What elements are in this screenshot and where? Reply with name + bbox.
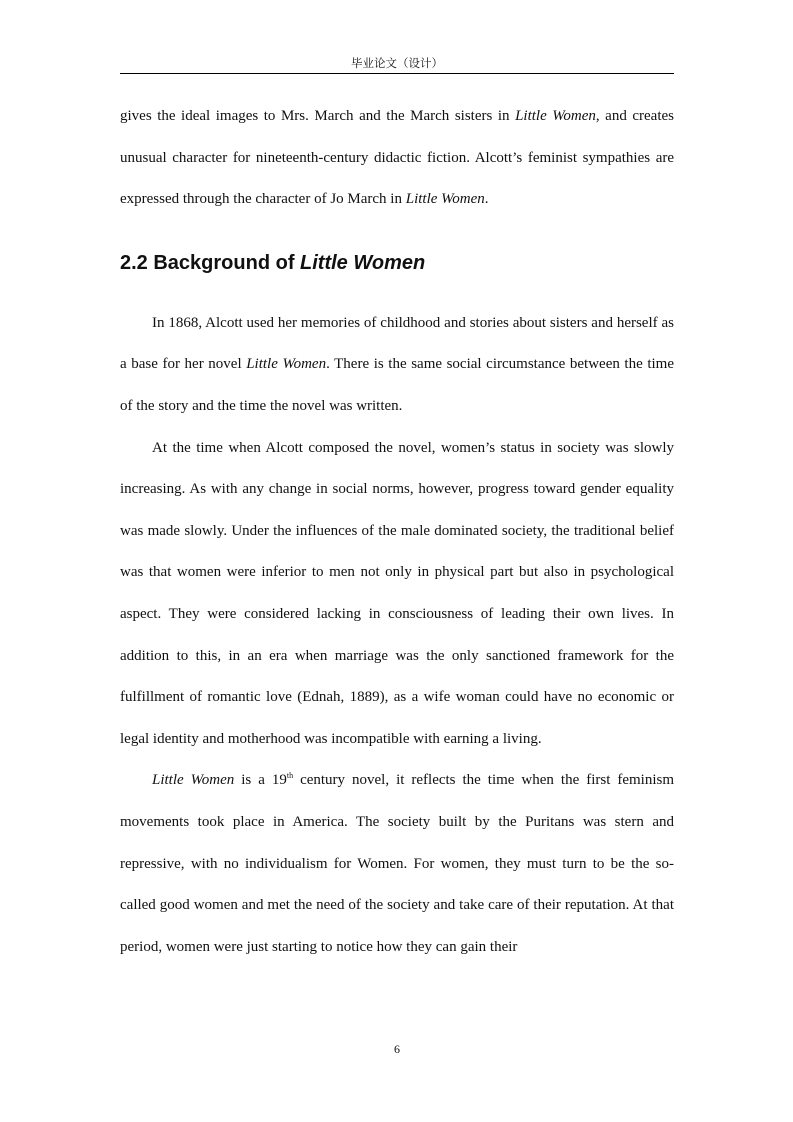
paragraph: At the time when Alcott composed the novel, women’s status in society was slowly increasing. As with any change in social norms, however, progress toward gender equality was made slowly. Under the influences of the male dominated society, the traditional belief was that women were inferior to men not only in physical part but also in psychological aspect. They were considered lacking in consciousness of leading their own lives. In addition to this, in an era when marriage was the only sanctioned framework for the fulfillment of romantic love (Ednah, 1889), as a wife woman could have no economic or legal identity and motherhood was incompatible with earning a living. [120, 439, 674, 747]
section-heading-title: Little Women [300, 251, 426, 274]
paragraph [120, 760, 674, 968]
paragraph-text: . There is the same social circumstance between the time of the story and the time the novel was written. [120, 356, 675, 414]
page-body [120, 96, 674, 968]
header-rule [120, 73, 674, 74]
page-number: 6 [394, 1042, 400, 1056]
book-title: Little Women [515, 108, 596, 124]
paragraph [120, 303, 674, 428]
book-title: Little Women [246, 356, 327, 373]
paragraph-text: , and creates unusual character for nineteenth-century didactic fiction. Alcott’s feminist sympathies are expressed through the character of Jo March in [120, 108, 674, 208]
book-title: Little Women [152, 772, 235, 789]
paragraph-continuation [120, 96, 674, 221]
section-heading-prefix: 2.2 Background of [120, 251, 301, 274]
book-title: Little Women [405, 191, 485, 208]
paragraph-text: . [484, 191, 489, 208]
paragraph-text: century novel, it reflects the time when the first feminism movements took place in America. The society built by the Puritans was stern and repressive, with no individualism for Women. For women, they must turn to be the so-called good women and met the need of the society and take care of their reputation. At that period, women were just starting to notice how they can gain their [120, 772, 674, 955]
paragraph-text: is a 19 [234, 772, 287, 789]
paragraph-text: gives the ideal images to Mrs. March and the March sisters in [120, 108, 516, 124]
section-heading [120, 242, 674, 284]
paragraph-text: In 1868, Alcott used her memories of childhood and stories about sisters and herself as a base for her novel [120, 314, 674, 373]
running-header: 毕业论文（设计） [351, 56, 443, 70]
ordinal-superscript: th [286, 771, 294, 781]
